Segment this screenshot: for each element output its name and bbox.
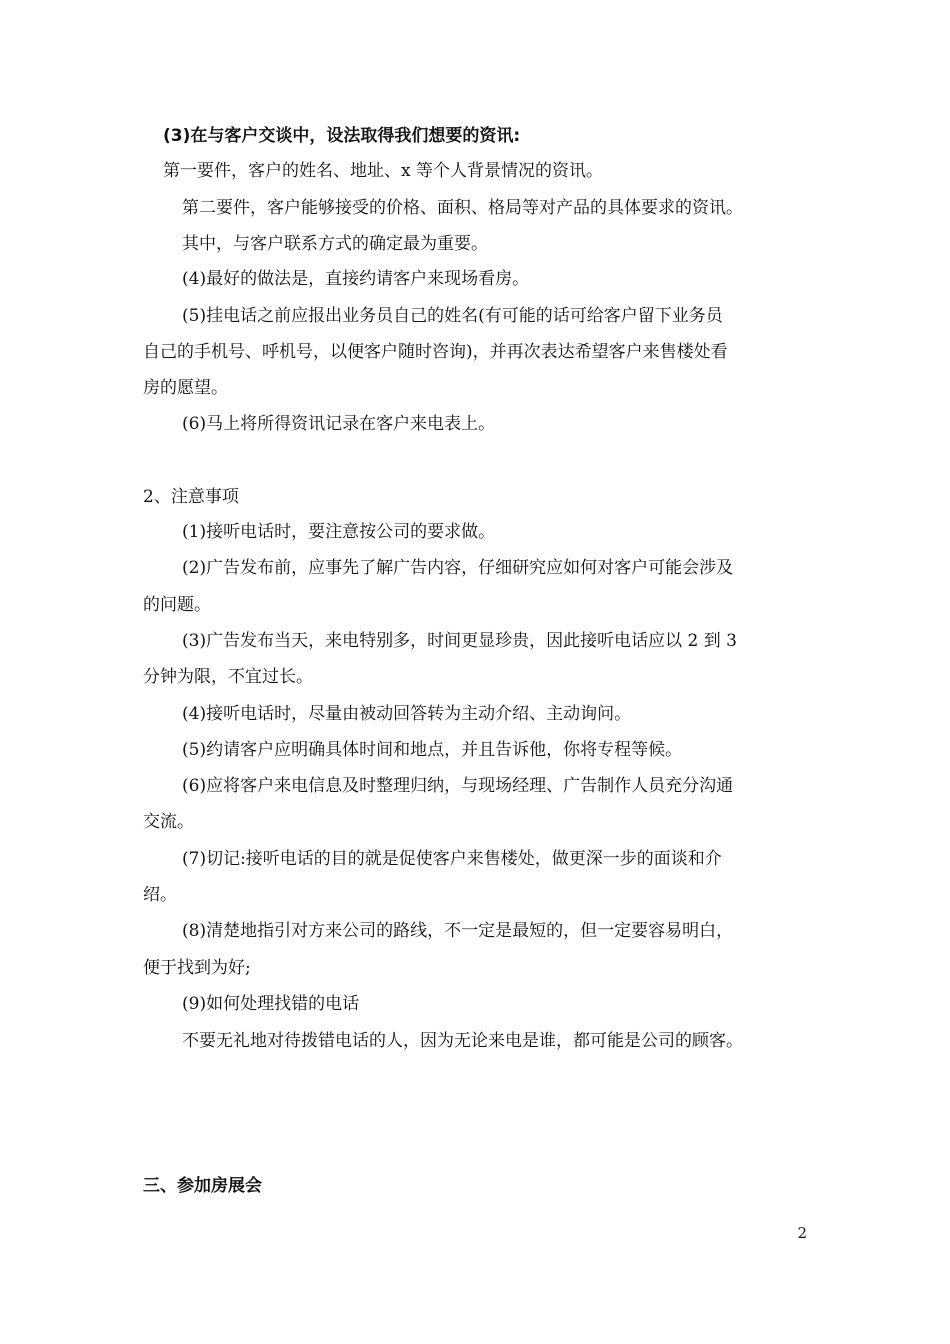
paragraph-line: 自己的手机号、呼机号，以便客户随时咨询)，并再次表达希望客户来售楼处看 [143, 342, 728, 362]
chapter-heading: 三、参加房展会 [143, 1176, 262, 1196]
paragraph-line: 便于找到为好; [143, 958, 251, 978]
paragraph-line: (1)接听电话时，要注意按公司的要求做。 [182, 522, 496, 542]
paragraph-line: 不要无礼地对待拨错电话的人，因为无论来电是谁，都可能是公司的顾客。 [182, 1031, 743, 1051]
paragraph-line: (4)接听电话时，尽量由被动回答转为主动介绍、主动询问。 [182, 704, 632, 724]
paragraph-line: (7)切记:接听电话的目的就是促使客户来售楼处，做更深一步的面谈和介 [182, 849, 722, 869]
paragraph-line: (6)应将客户来电信息及时整理归纳，与现场经理、广告制作人员充分沟通 [182, 776, 734, 796]
paragraph-line: (9)如何处理找错的电话 [182, 994, 360, 1014]
paragraph-line: 房的愿望。 [143, 378, 228, 398]
paragraph-line: (5)约请客户应明确具体时间和地点，并且告诉他，你将专程等候。 [182, 740, 683, 760]
paragraph-line: (6)马上将所得资讯记录在客户来电表上。 [182, 414, 496, 434]
paragraph-line: 交流。 [143, 812, 194, 832]
paragraph-line: 的问题。 [143, 595, 211, 615]
paragraph-line: 第一要件，客户的姓名、地址、x 等个人背景情况的资讯。 [163, 161, 603, 181]
section-heading: 2、注意事项 [143, 487, 239, 507]
paragraph-heading: (3)在与客户交谈中，设法取得我们想要的资讯: [163, 126, 521, 146]
paragraph-line: (4)最好的做法是，直接约请客户来现场看房。 [182, 269, 530, 289]
paragraph-line: (2)广告发布前，应事先了解广告内容，仔细研究应如何对客户可能会涉及 [182, 558, 734, 578]
paragraph-line: 其中，与客户联系方式的确定最为重要。 [182, 234, 488, 254]
paragraph-line: (8)清楚地指引对方来公司的路线，不一定是最短的，但一定要容易明白， [182, 921, 734, 941]
paragraph-line: (3)广告发布当天，来电特别多，时间更显珍贵，因此接听电话应以 2 到 3 [182, 631, 737, 651]
paragraph-line: 第二要件，客户能够接受的价格、面积、格局等对产品的具体要求的资讯。 [182, 198, 743, 218]
paragraph-line: 绍。 [143, 885, 177, 905]
page-number: 2 [797, 1224, 807, 1242]
paragraph-line: (5)挂电话之前应报出业务员自己的姓名(有可能的话可给客户留下业务员 [182, 306, 723, 326]
paragraph-line: 分钟为限，不宜过长。 [143, 667, 313, 687]
